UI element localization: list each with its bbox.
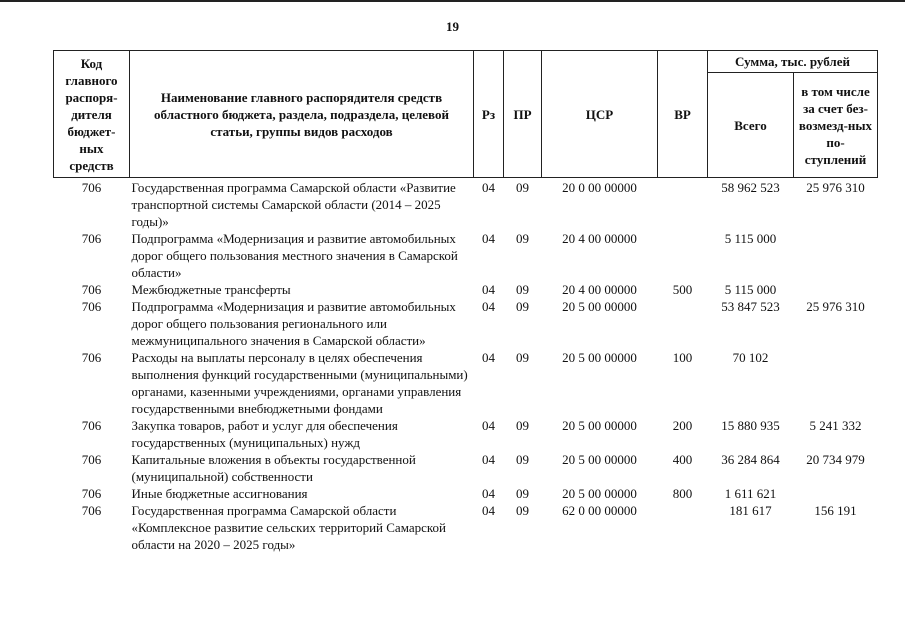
header-vr: ВР (658, 51, 708, 178)
row-name: Закупка товаров, работ и услуг для обеспечения государственных (муниципальных) нужд (131, 418, 398, 450)
row-csr: 20 5 00 00000 (562, 418, 637, 433)
row-pr: 09 (516, 231, 529, 246)
row-name: Иные бюджетные ассигнования (131, 486, 308, 501)
row-csr: 20 4 00 00000 (562, 282, 637, 297)
page-top-edge (0, 0, 905, 2)
row-total: 5 115 000 (724, 231, 777, 246)
page-number: 19 (446, 19, 459, 34)
budget-table (53, 50, 878, 553)
header-grants: в том числе за счет без-возмезд-ных по-ступлений (794, 73, 878, 178)
table-row (54, 178, 878, 231)
row-rz: 04 (482, 299, 495, 314)
row-code: 706 (81, 350, 102, 365)
row-csr: 20 0 00 00000 (562, 180, 637, 195)
row-grants (794, 349, 878, 417)
row-code: 706 (81, 180, 102, 195)
row-pr: 09 (516, 452, 529, 467)
row-grants (794, 485, 878, 502)
table-row (54, 451, 878, 485)
row-grants: 25 976 310 (806, 180, 865, 195)
row-total: 1 611 621 (724, 486, 777, 501)
row-name: Капитальные вложения в объекты государственной (муниципальной) собственности (131, 452, 416, 484)
row-code: 706 (81, 452, 102, 467)
row-code: 706 (81, 418, 102, 433)
row-rz: 04 (482, 452, 495, 467)
header-sum: Сумма, тыс. рублей (708, 51, 878, 73)
row-pr: 09 (516, 418, 529, 433)
row-pr: 09 (516, 299, 529, 314)
header-code: Код главного распоря-дителя бюджет-ных средств (54, 51, 130, 178)
row-pr: 09 (516, 180, 529, 195)
row-name: Государственная программа Самарской области «Комплексное развитие сельских территорий Самарской области на 2020 – 2025 годы» (131, 503, 446, 552)
row-csr: 62 0 00 00000 (562, 503, 637, 518)
row-grants (794, 230, 878, 281)
row-code: 706 (81, 299, 102, 314)
row-vr: 400 (672, 452, 693, 467)
row-vr: 100 (672, 350, 693, 365)
row-grants: 5 241 332 (809, 418, 862, 433)
row-rz: 04 (482, 418, 495, 433)
row-name: Подпрограмма «Модернизация и развитие автомобильных дорог общего пользования местного значения в Самарской области» (131, 231, 458, 280)
table-row (54, 230, 878, 281)
row-code: 706 (81, 282, 102, 297)
row-total: 36 284 864 (721, 452, 780, 467)
row-code: 706 (81, 503, 102, 518)
row-csr: 20 4 00 00000 (562, 231, 637, 246)
row-csr: 20 5 00 00000 (562, 350, 637, 365)
row-total: 15 880 935 (721, 418, 780, 433)
row-grants: 20 734 979 (806, 452, 865, 467)
row-vr: 200 (672, 418, 693, 433)
row-grants: 25 976 310 (806, 299, 865, 314)
row-pr: 09 (516, 350, 529, 365)
row-vr (658, 502, 708, 553)
row-name: Подпрограмма «Модернизация и развитие автомобильных дорог общего пользования регионального или межмуниципального значения в Самарской области» (131, 299, 456, 348)
table-row (54, 298, 878, 349)
row-vr (658, 178, 708, 231)
table-row (54, 349, 878, 417)
row-grants: 156 191 (814, 503, 857, 518)
row-code: 706 (81, 486, 102, 501)
row-total: 53 847 523 (721, 299, 780, 314)
row-rz: 04 (482, 180, 495, 195)
row-total: 58 962 523 (721, 180, 780, 195)
row-rz: 04 (482, 350, 495, 365)
row-csr: 20 5 00 00000 (562, 486, 637, 501)
row-rz: 04 (482, 486, 495, 501)
table-row (54, 502, 878, 553)
row-pr: 09 (516, 503, 529, 518)
row-vr (658, 298, 708, 349)
header-total: Всего (708, 73, 794, 178)
table-row (54, 281, 878, 298)
row-vr: 800 (672, 486, 693, 501)
row-csr: 20 5 00 00000 (562, 452, 637, 467)
row-name: Межбюджетные трансферты (131, 282, 291, 297)
row-grants (794, 281, 878, 298)
row-pr: 09 (516, 282, 529, 297)
table-row (54, 417, 878, 451)
row-total: 70 102 (732, 350, 769, 365)
row-code: 706 (81, 231, 102, 246)
table-row (54, 485, 878, 502)
header-pr: ПР (504, 51, 542, 178)
row-pr: 09 (516, 486, 529, 501)
row-total: 181 617 (729, 503, 772, 518)
row-rz: 04 (482, 231, 495, 246)
row-vr (658, 230, 708, 281)
row-total: 5 115 000 (724, 282, 777, 297)
header-name: Наименование главного распорядителя средств областного бюджета, раздела, подраздела, целевой статьи, группы видов расходов (130, 51, 474, 178)
header-csr: ЦСР (542, 51, 658, 178)
header-rz: Рз (474, 51, 504, 178)
row-rz: 04 (482, 503, 495, 518)
row-csr: 20 5 00 00000 (562, 299, 637, 314)
row-rz: 04 (482, 282, 495, 297)
row-name: Расходы на выплаты персоналу в целях обеспечения выполнения функций государственными (муниципальными) органами, казенными учреждениями, органами управления государственными внебюджетными фондами (131, 350, 468, 416)
row-vr: 500 (672, 282, 693, 297)
row-name: Государственная программа Самарской области «Развитие транспортной системы Самарской области (2014 – 2025 годы)» (131, 180, 456, 229)
